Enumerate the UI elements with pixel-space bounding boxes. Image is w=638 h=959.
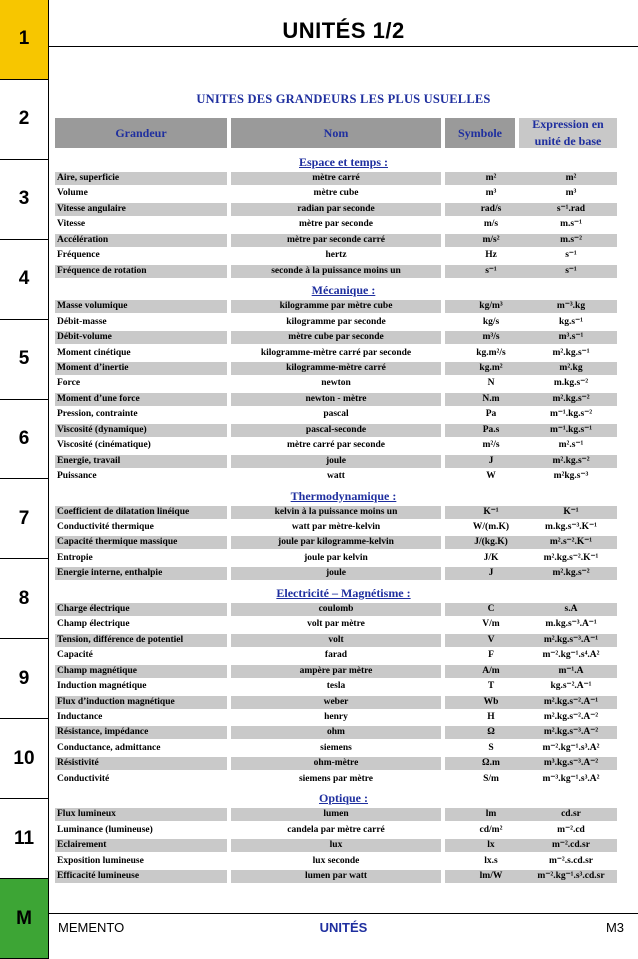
footer-rule [49, 913, 638, 914]
cell-nom: kilogramme-mètre carré [231, 362, 441, 375]
cell-nom: pascal [323, 409, 349, 420]
cell-nom: kilogramme par seconde [286, 316, 386, 327]
section-title: Espace et temps : [299, 155, 388, 169]
table-row [55, 773, 617, 786]
cell-symbole: lx.s [484, 855, 498, 866]
table-row [55, 424, 617, 437]
sidebar-tab-3[interactable]: 3 [0, 160, 48, 240]
cell-nom: radian par seconde [231, 203, 441, 216]
cell-expression: m².kg.s⁻² [525, 455, 617, 468]
cell-symbole: J [445, 455, 537, 468]
cell-expression: m.kg.s⁻² [553, 378, 589, 389]
cell-symbole: m² [445, 172, 537, 185]
cell-symbole: W/(m.K) [472, 522, 510, 532]
sidebar-divider [48, 0, 49, 959]
cell-grandeur: Coefficient de dilatation linéique [55, 506, 227, 519]
cell-nom: joule par kilogramme-kelvin [231, 536, 441, 549]
sidebar-tab-11[interactable]: 11 [0, 799, 48, 879]
cell-symbole: s⁻¹ [445, 265, 537, 278]
section-title: Electricité – Magnétisme : [276, 585, 411, 600]
cell-expression: m².kg.s⁻³.A⁻¹ [525, 634, 617, 647]
cell-grandeur: Tension, différence de potentiel [55, 634, 227, 647]
table-row [55, 567, 617, 580]
table-row [55, 552, 617, 565]
cell-symbole: kg.m² [445, 362, 537, 375]
cell-grandeur: Moment d’une force [55, 393, 227, 406]
cell-expression: m².kg.s⁻².A⁻¹ [525, 696, 617, 709]
cell-nom: mètre par seconde carré [231, 234, 441, 247]
section-title: Mécanique : [311, 283, 376, 298]
table-row [55, 603, 617, 616]
cell-nom: kilogramme par mètre cube [231, 300, 441, 313]
cell-nom: lux seconde [312, 855, 360, 866]
sidebar-tab-8[interactable]: 8 [0, 559, 48, 639]
cell-nom: siemens par mètre [298, 773, 374, 784]
sidebar-tab-1[interactable]: 1 [0, 0, 48, 80]
sidebar-tab-7[interactable]: 7 [0, 480, 48, 560]
cell-expression: m³.s⁻¹ [525, 331, 617, 344]
table-row [55, 726, 617, 739]
table-row [55, 455, 617, 468]
cell-expression: m².s⁻¹ [558, 440, 584, 451]
table-row [55, 521, 617, 534]
sidebar-tab-4[interactable]: 4 [0, 240, 48, 320]
cell-nom: watt [327, 471, 345, 482]
cell-expression: kg.s⁻².A⁻¹ [550, 681, 592, 692]
cell-nom: mètre par seconde [298, 219, 374, 230]
sidebar-tab-10[interactable]: 10 [0, 719, 48, 799]
cell-expression: m⁻².s.cd.sr [548, 855, 593, 866]
cell-expression: m.s⁻¹ [560, 219, 582, 230]
table-row [55, 362, 617, 375]
cell-symbole: V [445, 634, 537, 647]
cell-expression: m².kg.s⁻³.A⁻² [525, 726, 617, 739]
table-row [55, 665, 617, 678]
cell-grandeur: Aire, superficie [55, 172, 227, 185]
cell-expression: m.kg.s⁻³.A⁻¹ [545, 619, 597, 630]
cell-symbole: F [488, 650, 494, 661]
footer-left: MEMENTO [58, 920, 125, 935]
cell-nom: henry [324, 711, 348, 722]
cell-symbole: kg/m³ [445, 300, 537, 313]
table-row [55, 347, 617, 360]
table-row [55, 808, 617, 821]
cell-expression: m⁻¹.kg.s⁻¹ [525, 424, 617, 437]
footer-page-number: M3 [605, 920, 624, 935]
cell-grandeur: Inductance [57, 711, 103, 722]
cell-expression: K⁻¹ [525, 506, 617, 519]
cell-grandeur: Champ électrique [57, 619, 130, 630]
cell-grandeur: Exposition lumineuse [57, 855, 144, 866]
cell-grandeur: Vitesse angulaire [55, 203, 227, 216]
cell-nom: tesla [326, 681, 346, 692]
cell-expression: s⁻¹ [565, 250, 577, 261]
cell-symbole: S/m [483, 773, 499, 784]
cell-expression: m⁻².kg⁻¹.s⁴.A² [542, 650, 600, 661]
cell-symbole: J [445, 567, 537, 580]
column-header-grandeur: Grandeur [55, 118, 227, 148]
cell-nom: lumen [231, 808, 441, 821]
cell-grandeur: Viscosité (cinématique) [57, 440, 151, 451]
table-row [55, 470, 617, 483]
cell-symbole: J/K [483, 552, 499, 563]
cell-nom: hertz [325, 250, 347, 261]
table-row [55, 249, 617, 262]
cell-expression: s⁻¹.rad [525, 203, 617, 216]
table-row [55, 680, 617, 693]
column-header-nom: Nom [231, 118, 441, 148]
cell-nom: ohm [231, 726, 441, 739]
cell-nom: lumen par watt [231, 870, 441, 883]
table-row [55, 696, 617, 709]
table-row [55, 824, 617, 837]
cell-expression: m⁻³.kg⁻¹.s³.A² [542, 773, 600, 784]
cell-symbole: W [486, 471, 496, 482]
cell-symbole: Ω.m [445, 757, 537, 770]
cell-symbole: m/s [483, 219, 499, 230]
table-row [55, 618, 617, 631]
cell-grandeur: Puissance [57, 471, 97, 482]
cell-grandeur: Flux lumineux [55, 808, 227, 821]
sidebar-tab-6[interactable]: 6 [0, 400, 48, 480]
table-row [55, 203, 617, 216]
sidebar-tab-5[interactable]: 5 [0, 320, 48, 400]
cell-grandeur: Conductivité thermique [57, 522, 154, 532]
table-row [55, 265, 617, 278]
cell-nom: coulomb [231, 603, 441, 616]
cell-expression: m⁻².kg⁻¹.s³.A² [542, 742, 600, 753]
sidebar-tab-2[interactable]: 2 [0, 80, 48, 160]
table-row [55, 331, 617, 344]
section-title: Thermodynamique : [290, 488, 397, 503]
sidebar-tab-m[interactable]: M [0, 879, 48, 959]
cell-symbole: lm/W [445, 870, 537, 883]
column-header-expression: Expression en unité de base [519, 118, 617, 148]
cell-expression: m².kg [525, 362, 617, 375]
cell-grandeur: Masse volumique [55, 300, 227, 313]
cell-symbole: m³/s [445, 331, 537, 344]
cell-grandeur: Débit-masse [57, 316, 107, 327]
cell-symbole: K⁻¹ [445, 506, 537, 519]
cell-grandeur: Volume [57, 188, 88, 199]
table-row [55, 172, 617, 185]
cell-grandeur: Force [57, 378, 81, 389]
cell-nom: siemens [320, 742, 352, 753]
table-title: UNITES DES GRANDEURS LES PLUS USUELLES [196, 92, 491, 106]
cell-nom: volt par mètre [307, 619, 365, 630]
cell-expression: m³ [565, 188, 577, 199]
table-row [55, 536, 617, 549]
cell-symbole: N.m [445, 393, 537, 406]
cell-nom: joule par kelvin [304, 552, 368, 563]
cell-grandeur: Conductance, admittance [57, 742, 161, 753]
cell-grandeur: Charge électrique [55, 603, 227, 616]
cell-grandeur: Viscosité (dynamique) [55, 424, 227, 437]
cell-nom: mètre cube par seconde [231, 331, 441, 344]
cell-symbole: Wb [445, 696, 537, 709]
table-row [55, 855, 617, 868]
cell-grandeur: Energie interne, enthalpie [55, 567, 227, 580]
cell-nom: mètre carré par seconde [286, 440, 386, 451]
cell-expression: m².kg.s⁻².A⁻² [543, 711, 599, 722]
table-row [55, 300, 617, 313]
cell-symbole: Pa [485, 409, 497, 420]
cell-grandeur: Résistance, impédance [55, 726, 227, 739]
cell-symbole: H [487, 711, 495, 722]
cell-symbole: rad/s [445, 203, 537, 216]
table-row [55, 377, 617, 390]
cell-expression: m.s⁻² [525, 234, 617, 247]
cell-expression: m⁻¹.A [525, 665, 617, 678]
table-row [55, 187, 617, 200]
column-header-symbole: Symbole [445, 118, 515, 148]
table-row [55, 742, 617, 755]
cell-nom: candela par mètre carré [287, 824, 385, 835]
cell-symbole: m/s² [445, 234, 537, 247]
section-title: Optique : [318, 791, 368, 806]
cell-expression: m⁻³.kg [525, 300, 617, 313]
cell-nom: kilogramme-mètre carré par seconde [260, 347, 412, 358]
table-row [55, 634, 617, 647]
cell-nom: volt [231, 634, 441, 647]
table-row [55, 408, 617, 421]
cell-grandeur: Conductivité [57, 773, 110, 784]
cell-symbole: kg/s [482, 316, 500, 327]
cell-grandeur: Champ magnétique [55, 665, 227, 678]
cell-nom: farad [324, 650, 348, 661]
cell-expression: m²kg.s⁻³ [553, 471, 589, 482]
cell-grandeur: Energie, travail [55, 455, 227, 468]
cell-symbole: V/m [482, 619, 500, 630]
cell-symbole: cd/m² [479, 824, 503, 835]
cell-expression: kg.s⁻¹ [559, 316, 583, 327]
cell-symbole: kg.m²/s [476, 347, 506, 358]
cell-nom: joule [231, 567, 441, 580]
table-row [55, 870, 617, 883]
page-title: UNITÉS 1/2 [282, 18, 405, 43]
cell-grandeur: Résistivité [55, 757, 227, 770]
table-row [55, 757, 617, 770]
cell-expression: m².kg.s⁻².K⁻¹ [543, 552, 599, 563]
cell-expression: m².s⁻².K⁻¹ [525, 536, 617, 549]
table-row [55, 316, 617, 329]
cell-nom: newton - mètre [231, 393, 441, 406]
table-row [55, 506, 617, 519]
cell-expression: m⁻².cd [557, 824, 585, 835]
cell-expression: m⁻².kg⁻¹.s³.cd.sr [525, 870, 617, 883]
table-row [55, 839, 617, 852]
cell-nom: mètre carré [231, 172, 441, 185]
cell-symbole: A/m [445, 665, 537, 678]
cell-nom: weber [231, 696, 441, 709]
cell-expression: m⁻².cd.sr [525, 839, 617, 852]
cell-nom: kelvin à la puissance moins un [231, 506, 441, 519]
cell-grandeur: Eclairement [55, 839, 227, 852]
cell-symbole: Pa.s [445, 424, 537, 437]
table-row [55, 218, 617, 231]
cell-grandeur: Pression, contrainte [57, 409, 138, 420]
table-row [55, 711, 617, 724]
cell-nom: ampère par mètre [231, 665, 441, 678]
cell-grandeur: Débit-volume [55, 331, 227, 344]
cell-expression: s⁻¹ [525, 265, 617, 278]
cell-expression: s.A [525, 603, 617, 616]
cell-grandeur: Moment d’inertie [55, 362, 227, 375]
cell-expression: m³.kg.s⁻³.A⁻² [525, 757, 617, 770]
cell-nom: seconde à la puissance moins un [231, 265, 441, 278]
cell-expression: m².kg.s⁻² [525, 567, 617, 580]
title-rule [49, 46, 638, 47]
cell-symbole: m³ [485, 188, 497, 199]
cell-nom: newton [321, 378, 351, 389]
cell-expression: m⁻¹.kg.s⁻² [549, 409, 593, 420]
cell-symbole: C [445, 603, 537, 616]
cell-grandeur: Efficacité lumineuse [55, 870, 227, 883]
cell-symbole: lx [445, 839, 537, 852]
cell-nom: lux [231, 839, 441, 852]
cell-symbole: N [487, 378, 495, 389]
cell-symbole: lm [445, 808, 537, 821]
table-row [55, 649, 617, 662]
cell-symbole: T [487, 681, 495, 692]
table-row [55, 439, 617, 452]
cell-nom: mètre cube [313, 188, 359, 199]
cell-grandeur: Flux d’induction magnétique [55, 696, 227, 709]
cell-symbole: Hz [485, 250, 497, 261]
cell-expression: m².kg.s⁻² [525, 393, 617, 406]
cell-grandeur: Fréquence [57, 250, 100, 261]
cell-nom: joule [231, 455, 441, 468]
cell-grandeur: Capacité thermique massique [55, 536, 227, 549]
cell-nom: pascal-seconde [231, 424, 441, 437]
cell-grandeur: Luminance (lumineuse) [57, 824, 153, 835]
footer-center: UNITÉS [319, 920, 368, 935]
cell-nom: ohm-mètre [231, 757, 441, 770]
cell-grandeur: Entropie [57, 552, 93, 563]
cell-symbole: Ω [445, 726, 537, 739]
sidebar-tab-9[interactable]: 9 [0, 639, 48, 719]
cell-grandeur: Moment cinétique [57, 347, 131, 358]
cell-symbole: m²/s [482, 440, 500, 451]
cell-grandeur: Vitesse [57, 219, 86, 230]
cell-expression: m.kg.s⁻³.K⁻¹ [545, 522, 597, 532]
cell-expression: m² [525, 172, 617, 185]
table-row [55, 234, 617, 247]
sidebar [0, 0, 48, 959]
cell-grandeur: Accélération [55, 234, 227, 247]
cell-nom: watt par mètre-kelvin [291, 522, 381, 532]
cell-expression: m².kg.s⁻¹ [552, 347, 590, 358]
cell-expression: cd.sr [525, 808, 617, 821]
cell-grandeur: Capacité [57, 650, 93, 661]
cell-symbole: S [488, 742, 494, 753]
table-row [55, 393, 617, 406]
cell-symbole: J/(kg.K) [445, 536, 537, 549]
cell-grandeur: Induction magnétique [57, 681, 147, 692]
cell-grandeur: Fréquence de rotation [55, 265, 227, 278]
